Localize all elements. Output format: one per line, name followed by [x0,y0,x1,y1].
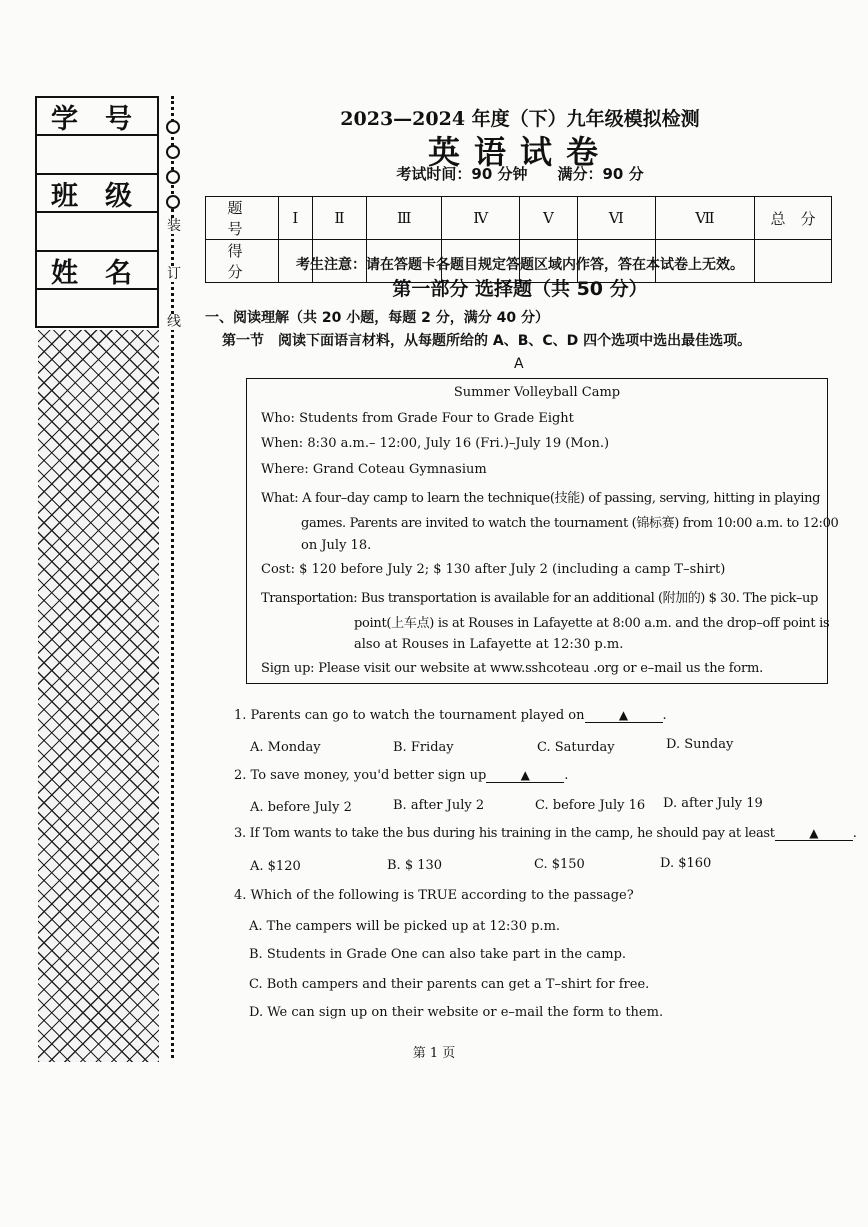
camp-transport: point(上车点) is at Rouses in Lafayette at 8:00 a.m. and the drop–off point is [354,616,830,631]
answer-option[interactable]: D. $160 [660,856,712,871]
camp-title: Summer Volleyball Camp [453,385,621,400]
answer-option[interactable]: C. before July 16 [535,798,646,813]
answer-option[interactable]: B. $ 130 [387,858,443,873]
name-field[interactable] [37,290,157,329]
question-stem: 2. To save money, you'd better sign up ▲ . [234,768,569,783]
answer-blank: ▲ [775,826,853,841]
answer-option[interactable]: D. after July 19 [663,796,763,811]
table-header-cell: 题 号 [206,197,279,240]
class-field[interactable] [37,213,157,252]
table-row-label: 得 分 [206,240,279,283]
student-id-label: 学 号 [37,98,157,136]
answer-option[interactable]: C. Both campers and their parents can get a T–shirt for free. [249,977,650,992]
answer-option[interactable]: A. before July 2 [250,800,352,815]
table-header-cell: Ⅴ [520,197,578,240]
binding-char: 线 [167,314,181,330]
section-heading: 一、阅读理解（共 20 小题，每题 2 分，满分 40 分） [205,310,549,326]
answer-option[interactable]: B. Friday [393,740,454,755]
answer-blank: ▲ [585,708,663,723]
table-header-cell: Ⅰ [279,197,313,240]
hatch-pattern [38,330,159,1062]
page-number: 第 1 页 [412,1046,456,1061]
table-header-cell: 总 分 [755,197,832,240]
answer-option[interactable]: B. Students in Grade One can also take part in the camp. [249,947,627,962]
binding-hole-icon [166,195,180,209]
camp-who: Who: Students from Grade Four to Grade Eight [261,411,574,426]
table-header-cell: Ⅶ [655,197,754,240]
binding-hole-icon [166,145,180,159]
answer-option[interactable]: A. Monday [250,740,321,755]
question-stem: 1. Parents can go to watch the tournament played on ▲ . [234,708,667,723]
class-label: 班 级 [37,175,157,213]
camp-what: on July 18. [301,538,372,553]
binding-hole-icon [166,170,180,184]
table-row [206,197,832,240]
answer-option[interactable]: B. after July 2 [393,798,485,813]
table-header-cell: Ⅱ [312,197,366,240]
binding-char: 订 [167,266,181,282]
part-title: 第一部分 选择题（共 50 分） [392,278,648,300]
camp-notice-box [246,378,839,684]
student-info-box [35,96,159,328]
exam-notice: 考生注意：请在答题卡各题目规定答题区域内作答，答在本试卷上无效。 [296,257,744,273]
table-header-cell: Ⅳ [442,197,520,240]
camp-where: Where: Grand Coteau Gymnasium [261,462,487,477]
question-stem: 4. Which of the following is TRUE according to the passage? [234,888,634,903]
answer-blank: ▲ [486,768,564,783]
answer-option[interactable]: D. Sunday [666,737,734,752]
camp-cost: Cost: $ 120 before July 2; $ 130 after July 2 (including a camp T–shirt) [261,562,726,577]
passage-label: A [514,356,524,372]
answer-option[interactable]: C. Saturday [537,740,615,755]
table-header-cell: Ⅵ [577,197,655,240]
name-label: 姓 名 [37,252,157,290]
camp-transport: also at Rouses in Lafayette at 12:30 p.m. [354,637,624,652]
answer-option[interactable]: C. $150 [534,857,585,872]
camp-when: When: 8:30 a.m.– 12:00, July 16 (Fri.)–July 19 (Mon.) [261,436,610,451]
subsection-heading: 第一节 阅读下面语言材料，从每题所给的 A、B、C、D 四个选项中选出最佳选项。 [222,333,752,349]
exam-year-title: 2023—2024 年度（下）九年级模拟检测 [340,108,700,130]
camp-signup: Sign up: Please visit our website at www.sshcoteau .org or e–mail us the form. [261,661,764,676]
camp-what: games. Parents are invited to watch the tournament (锦标赛) from 10:00 a.m. to 12:00 [301,516,839,531]
answer-option[interactable]: D. We can sign up on their website or e–mail the form to them. [249,1005,664,1020]
question-stem: 3. If Tom wants to take the bus during his training in the camp, he should pay at least ▲ . [234,826,857,841]
table-header-cell: Ⅲ [367,197,442,240]
exam-time-info: 考试时间：90 分钟 满分：90 分 [396,165,644,183]
answer-option[interactable]: A. $120 [250,859,301,874]
camp-transport: Transportation: Bus transportation is available for an additional (附加的) $ 30. The pick–up [261,591,818,606]
binding-char: 装 [167,218,181,234]
binding-hole-icon [166,120,180,134]
exam-subject-title: 英语试卷 [427,133,612,171]
student-id-field[interactable] [37,136,157,175]
binding-dotted-line [171,96,182,1058]
answer-option[interactable]: A. The campers will be picked up at 12:30 p.m. [249,919,561,934]
camp-what: What: A four–day camp to learn the technique(技能) of passing, serving, hitting in playing [261,491,821,506]
